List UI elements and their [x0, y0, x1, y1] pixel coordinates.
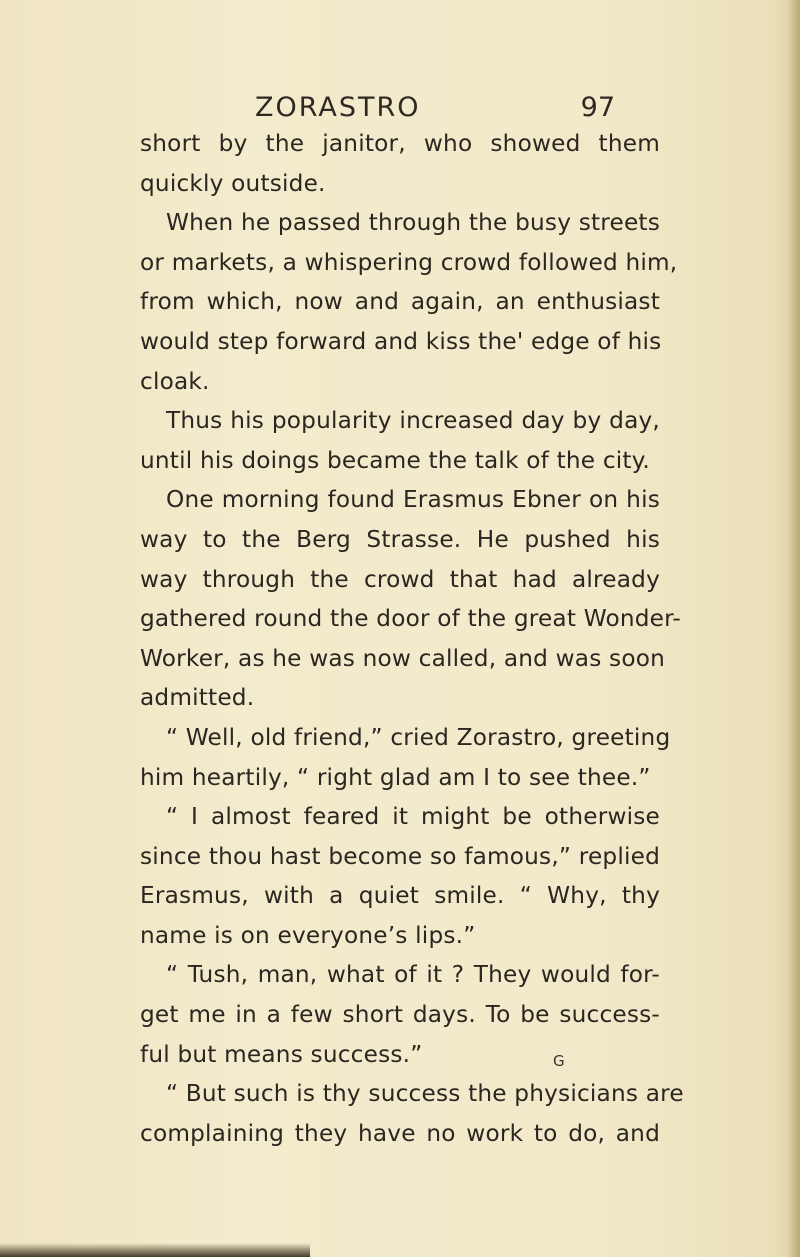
page-number: 97 [580, 92, 615, 123]
text-line: Thus his popularity increased day by day, [166, 407, 660, 435]
text-line: until his doings became the talk of the city. [140, 446, 650, 474]
text-line: way through the crowd that had already [140, 565, 660, 593]
text-line: name is on everyone’s lips.” [140, 921, 476, 949]
text-line: gathered round the door of the great Wonder- [140, 605, 681, 633]
text-line: quickly outside. [140, 169, 326, 197]
text-line: him heartily, “ right glad am I to see thee.” [140, 763, 651, 791]
text-line: get me in a few short days. To be success- [140, 1001, 660, 1029]
text-line: Erasmus, with a quiet smile. “ Why, thy [140, 882, 660, 910]
text-line: complaining they have no work to do, and [140, 1119, 660, 1147]
page-edge [786, 0, 800, 1257]
text-line: or markets, a whispering crowd followed him, [140, 248, 678, 276]
text-line: cloak. [140, 367, 210, 395]
text-line: Worker, as he was now called, and was soon [140, 644, 665, 672]
text-line: “ Well, old friend,” cried Zorastro, greeting [166, 723, 671, 751]
text-line: admitted. [140, 684, 255, 712]
text-line: from which, now and again, an enthusiast [140, 288, 660, 316]
text-line: short by the janitor, who showed them [140, 130, 660, 157]
text-line: When he passed through the busy streets [166, 209, 660, 237]
text-line: One morning found Erasmus Ebner on his [166, 486, 660, 514]
text-line: “ Tush, man, what of it ? They would for- [166, 961, 660, 989]
signature-mark: G [553, 1052, 565, 1070]
page-bottom-shadow [0, 1243, 310, 1257]
text-line: ful but means success.” [140, 1040, 423, 1068]
text-line: “ I almost feared it might be otherwise [166, 803, 660, 831]
running-title: ZORASTRO [255, 92, 421, 123]
text-line: would step forward and kiss the' edge of his [140, 327, 662, 355]
text-line: since thou hast become so famous,” replied [140, 842, 660, 870]
text-line: way to the Berg Strasse. He pushed his [140, 525, 660, 553]
text-line: “ But such is thy success the physicians are [166, 1080, 684, 1108]
body-text [140, 124, 684, 1153]
